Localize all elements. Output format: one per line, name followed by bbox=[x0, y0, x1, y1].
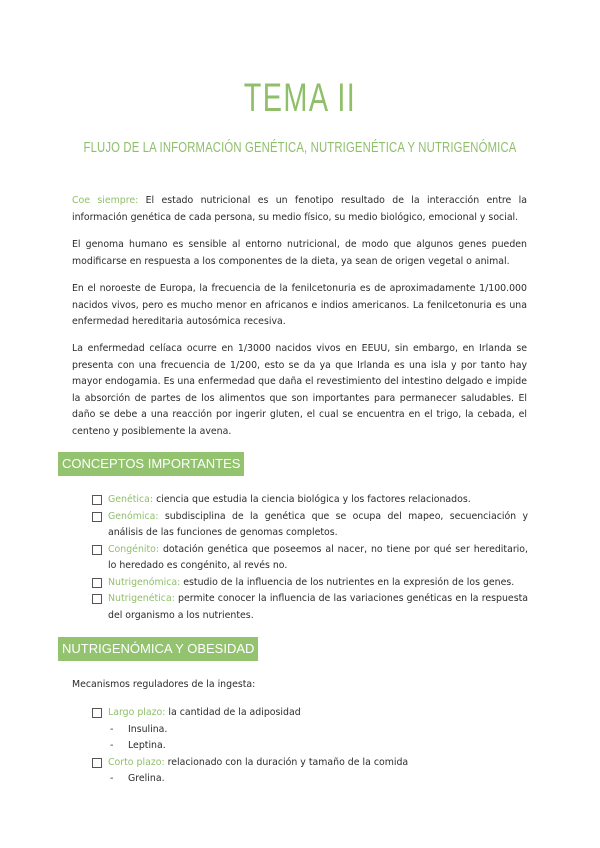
term-label: Corto plazo: bbox=[108, 756, 165, 768]
sub-item-insulina bbox=[92, 722, 528, 739]
term-text: dotación genética que poseemos al nacer, no tiene por qué ser hereditario, lo heredado es congénito, al revés no. bbox=[108, 543, 528, 571]
list-item-nutrigenomica bbox=[92, 575, 528, 592]
sub-item-text: Grelina. bbox=[128, 773, 165, 784]
section-heading-obesidad: NUTRIGENÓMICA Y OBESIDAD bbox=[58, 637, 258, 661]
term-text: estudio de la influencia de los nutrientes en la expresión de los genes. bbox=[180, 576, 515, 588]
intro-paragraph-3: En el noroeste de Europa, la frecuencia de la fenilcetonuria es de aproximadamente 1/100.000 nacidos vivos, pero es mucho menor en africanos e indios americanos. La fenilcetonuria es una enfermedad hereditaria autosómica recesiva. bbox=[72, 283, 527, 327]
term-label: Genética: bbox=[108, 494, 154, 505]
term-text: permite conocer la influencia de las variaciones genéticas en la respuesta del organismo a los nutrientes. bbox=[108, 593, 528, 621]
checkbox-icon[interactable] bbox=[92, 758, 102, 768]
term-text: subdisciplina de la genética que se ocupa del mapeo, secuenciación y análisis de las funciones de genomas completos. bbox=[108, 510, 528, 538]
term-label: Genómica: bbox=[108, 510, 159, 522]
intro-paragraph-1-text: El estado nutricional es un fenotipo resultado de la interacción entre la información genética de cada persona, su medio físico, su medio biológico, emocional y social. bbox=[72, 195, 527, 223]
term-text: la cantidad de la adiposidad bbox=[165, 707, 301, 718]
list-item-corto-plazo bbox=[92, 755, 528, 772]
list-item-largo-plazo bbox=[92, 705, 528, 722]
list-item-congenito bbox=[92, 542, 528, 575]
dash-bullet: - bbox=[110, 740, 114, 751]
term-label: Congénito: bbox=[108, 543, 160, 555]
checkbox-icon[interactable] bbox=[92, 495, 102, 505]
checkbox-icon[interactable] bbox=[92, 578, 102, 588]
section-heading-conceptos: CONCEPTOS IMPORTANTES bbox=[58, 452, 244, 476]
dash-bullet: - bbox=[110, 773, 114, 784]
intro-paragraph-1 bbox=[72, 193, 527, 226]
intro-paragraph-1-label: Coe siempre: bbox=[72, 195, 139, 206]
concepts-list bbox=[92, 492, 528, 624]
checkbox-icon[interactable] bbox=[92, 708, 102, 718]
term-label: Nutrigenómica: bbox=[108, 576, 181, 588]
dash-bullet: - bbox=[110, 723, 114, 735]
term-label: Largo plazo: bbox=[108, 707, 166, 718]
page-subtitle: FLUJO DE LA INFORMACIÓN GENÉTICA, NUTRIGENÉTICA Y NUTRIGENÓMICA bbox=[83, 140, 517, 156]
checkbox-icon[interactable] bbox=[92, 512, 102, 522]
intro-paragraph-2: El genoma humano es sensible al entorno nutricional, de modo que algunos genes pueden modificarse en respuesta a los componentes de la dieta, ya sean de origen vegetal o animal. bbox=[72, 239, 527, 267]
sub-item-text: Leptina. bbox=[128, 740, 166, 751]
list-item-genomica bbox=[92, 509, 528, 542]
checkbox-icon[interactable] bbox=[92, 545, 102, 555]
term-text: relacionado con la duración y tamaño de la comida bbox=[164, 756, 409, 768]
term-label: Nutrigenética: bbox=[108, 593, 175, 604]
sub-item-leptina bbox=[92, 738, 528, 755]
page-title: TEMA II bbox=[243, 76, 357, 120]
mechanisms-list bbox=[92, 705, 528, 788]
checkbox-icon[interactable] bbox=[92, 594, 102, 604]
term-text: ciencia que estudia la ciencia biológica y los factores relacionados. bbox=[153, 494, 471, 505]
mechanisms-intro: Mecanismos reguladores de la ingesta: bbox=[72, 679, 256, 690]
list-item-nutrigenetica bbox=[92, 591, 528, 624]
intro-paragraph-4: La enfermedad celíaca ocurre en 1/3000 nacidos vivos en EEUU, sin embargo, en Irlanda se presenta con una frecuencia de 1/200, esto se da ya que Irlanda es una isla y por tanto hay mayor endogamia. Es una enfermedad que daña el revestimiento del intestino delgado e impide la absorción de partes de los alimentos que son importantes para permanecer saludables. El daño se debe a una reacción por ingerir gluten, el cual se encuentra en el trigo, la cebada, el centeno y posiblemente la avena. bbox=[72, 343, 527, 437]
list-item-genetica bbox=[92, 492, 528, 509]
sub-item-text: Insulina. bbox=[128, 723, 168, 735]
sub-item-grelina bbox=[92, 771, 528, 788]
